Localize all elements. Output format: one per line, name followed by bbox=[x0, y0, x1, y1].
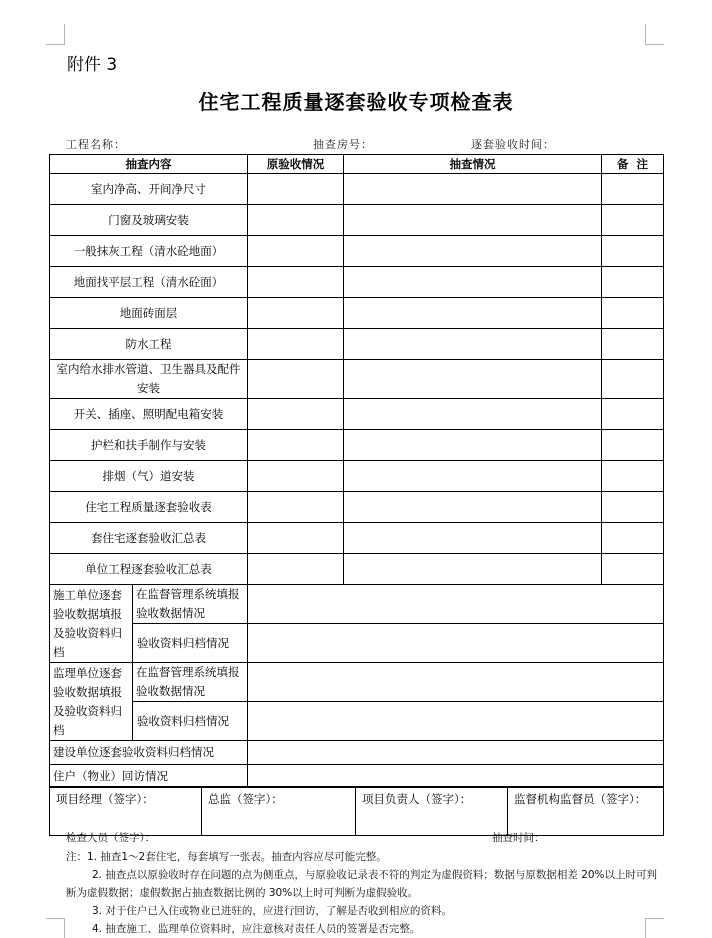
original-cell[interactable] bbox=[248, 298, 344, 329]
check-cell[interactable] bbox=[344, 399, 602, 430]
remark-cell[interactable] bbox=[602, 298, 664, 329]
check-cell[interactable] bbox=[344, 298, 602, 329]
note-4: 4. 抽查施工、监理单位资料时，应注意核对责任人员的签署是否完整。 bbox=[92, 923, 421, 935]
remark-cell[interactable] bbox=[602, 492, 664, 523]
page-title: 住宅工程质量逐套验收专项检查表 bbox=[198, 90, 514, 114]
table-row bbox=[50, 174, 664, 205]
crop-mark-bottom-left bbox=[46, 918, 65, 938]
remark-cell[interactable] bbox=[602, 399, 664, 430]
inspection-table bbox=[49, 154, 664, 788]
supervision-sub-1: 在监督管理系统填报验收数据情况 bbox=[133, 663, 248, 702]
leader-signature[interactable]: 项目负责人（签字）： bbox=[356, 787, 508, 836]
item-label: 室内净高、开间净尺寸 bbox=[50, 174, 248, 205]
check-time-label: 抽查时间： bbox=[492, 832, 545, 844]
supervision-row-2 bbox=[50, 702, 664, 741]
item-label: 地面砖面层 bbox=[50, 298, 248, 329]
remark-cell[interactable] bbox=[602, 430, 664, 461]
item-label: 单位工程逐套验收汇总表 bbox=[50, 554, 248, 585]
item-label: 地面找平层工程（清水砼面） bbox=[50, 267, 248, 298]
project-name-label: 工程名称： bbox=[66, 138, 126, 151]
table-row bbox=[50, 360, 664, 399]
original-cell[interactable] bbox=[248, 461, 344, 492]
signature-table bbox=[49, 786, 664, 836]
crop-mark-top-left bbox=[46, 24, 65, 45]
builder-value[interactable] bbox=[248, 741, 664, 765]
check-cell[interactable] bbox=[344, 523, 602, 554]
remark-cell[interactable] bbox=[602, 236, 664, 267]
table-row bbox=[50, 399, 664, 430]
remark-cell[interactable] bbox=[602, 267, 664, 298]
item-label: 防水工程 bbox=[50, 329, 248, 360]
inspectors-signature: 检查人员（签字）： bbox=[66, 832, 156, 844]
sample-room-label: 抽查房号： bbox=[313, 138, 373, 151]
check-cell[interactable] bbox=[344, 205, 602, 236]
item-label: 门窗及玻璃安装 bbox=[50, 205, 248, 236]
original-cell[interactable] bbox=[248, 205, 344, 236]
construction-row-1 bbox=[50, 585, 664, 624]
supervision-row-1 bbox=[50, 663, 664, 702]
table-row bbox=[50, 329, 664, 360]
table-row bbox=[50, 554, 664, 585]
table-row bbox=[50, 492, 664, 523]
construction-sub-1-value[interactable] bbox=[248, 585, 664, 624]
resident-label: 住户（物业）回访情况 bbox=[50, 765, 248, 788]
construction-sub-1: 在监督管理系统填报验收数据情况 bbox=[133, 585, 248, 624]
item-label: 开关、插座、照明配电箱安装 bbox=[50, 399, 248, 430]
supervision-label: 监理单位逐套验收数据填报及验收资料归档 bbox=[50, 663, 133, 741]
remark-cell[interactable] bbox=[602, 174, 664, 205]
resident-value[interactable] bbox=[248, 765, 664, 788]
chief-signature[interactable]: 总监（签字）： bbox=[202, 787, 356, 836]
crop-mark-top-right bbox=[645, 24, 664, 45]
original-cell[interactable] bbox=[248, 329, 344, 360]
original-cell[interactable] bbox=[248, 492, 344, 523]
construction-sub-2: 验收资料归档情况 bbox=[133, 624, 248, 663]
construction-row-2 bbox=[50, 624, 664, 663]
remark-cell[interactable] bbox=[602, 461, 664, 492]
header-original: 原验收情况 bbox=[248, 155, 344, 174]
builder-row bbox=[50, 741, 664, 765]
check-cell[interactable] bbox=[344, 461, 602, 492]
check-cell[interactable] bbox=[344, 267, 602, 298]
resident-row bbox=[50, 765, 664, 788]
signature-row bbox=[50, 787, 664, 836]
table-row bbox=[50, 523, 664, 554]
original-cell[interactable] bbox=[248, 236, 344, 267]
remark-cell[interactable] bbox=[602, 360, 664, 399]
table-row bbox=[50, 430, 664, 461]
check-cell[interactable] bbox=[344, 174, 602, 205]
check-cell[interactable] bbox=[344, 236, 602, 267]
attachment-label: 附件 3 bbox=[67, 55, 118, 75]
original-cell[interactable] bbox=[248, 399, 344, 430]
original-cell[interactable] bbox=[248, 360, 344, 399]
check-cell[interactable] bbox=[344, 430, 602, 461]
check-cell[interactable] bbox=[344, 329, 602, 360]
construction-label: 施工单位逐套验收数据填报及验收资料归档 bbox=[50, 585, 133, 663]
remark-cell[interactable] bbox=[602, 329, 664, 360]
construction-sub-2-value[interactable] bbox=[248, 624, 664, 663]
table-row bbox=[50, 205, 664, 236]
supervision-sub-2-value[interactable] bbox=[248, 702, 664, 741]
remark-cell[interactable] bbox=[602, 205, 664, 236]
table-row bbox=[50, 267, 664, 298]
header-remark: 备 注 bbox=[602, 155, 664, 174]
pm-signature[interactable]: 项目经理（签字）： bbox=[50, 787, 202, 836]
remark-cell[interactable] bbox=[602, 523, 664, 554]
supervisor-signature[interactable]: 监督机构监督员（签字）： bbox=[508, 787, 664, 836]
original-cell[interactable] bbox=[248, 554, 344, 585]
original-cell[interactable] bbox=[248, 523, 344, 554]
header-check: 抽查情况 bbox=[344, 155, 602, 174]
note-1: 注：1. 抽查1～2套住宅，每套填写一张表。抽查内容应尽可能完整。 bbox=[66, 851, 387, 863]
original-cell[interactable] bbox=[248, 430, 344, 461]
original-cell[interactable] bbox=[248, 174, 344, 205]
item-label: 套住宅逐套验收汇总表 bbox=[50, 523, 248, 554]
supervision-sub-2: 验收资料归档情况 bbox=[133, 702, 248, 741]
check-cell[interactable] bbox=[344, 492, 602, 523]
table-header-row bbox=[50, 155, 664, 174]
table-row bbox=[50, 236, 664, 267]
supervision-sub-1-value[interactable] bbox=[248, 663, 664, 702]
note-2: 2. 抽查点以原验收时存在问题的点为侧重点，与原验收记录表不符的判定为虚假资料；数据与原数据相差 20%以上时可判断为虚假数据；虚假数据占抽查数据比例的 30%以上时可判断为虚假验收。 bbox=[66, 869, 658, 899]
note-3: 3. 对于住户已入住或物业已进驻的，应进行回访，了解是否收到相应的资料。 bbox=[92, 905, 452, 917]
original-cell[interactable] bbox=[248, 267, 344, 298]
item-label: 排烟（气）道安装 bbox=[50, 461, 248, 492]
check-cell[interactable] bbox=[344, 554, 602, 585]
check-cell[interactable] bbox=[344, 360, 602, 399]
header-content: 抽查内容 bbox=[50, 155, 248, 174]
builder-label: 建设单位逐套验收资料归档情况 bbox=[50, 741, 248, 765]
item-label: 护栏和扶手制作与安装 bbox=[50, 430, 248, 461]
table-row bbox=[50, 298, 664, 329]
item-label: 住宅工程质量逐套验收表 bbox=[50, 492, 248, 523]
sample-time-label: 逐套验收时间： bbox=[471, 138, 555, 151]
item-label: 室内给水排水管道、卫生器具及配件安装 bbox=[50, 360, 248, 399]
item-label: 一般抹灰工程（清水砼地面） bbox=[50, 236, 248, 267]
table-row bbox=[50, 461, 664, 492]
remark-cell[interactable] bbox=[602, 554, 664, 585]
